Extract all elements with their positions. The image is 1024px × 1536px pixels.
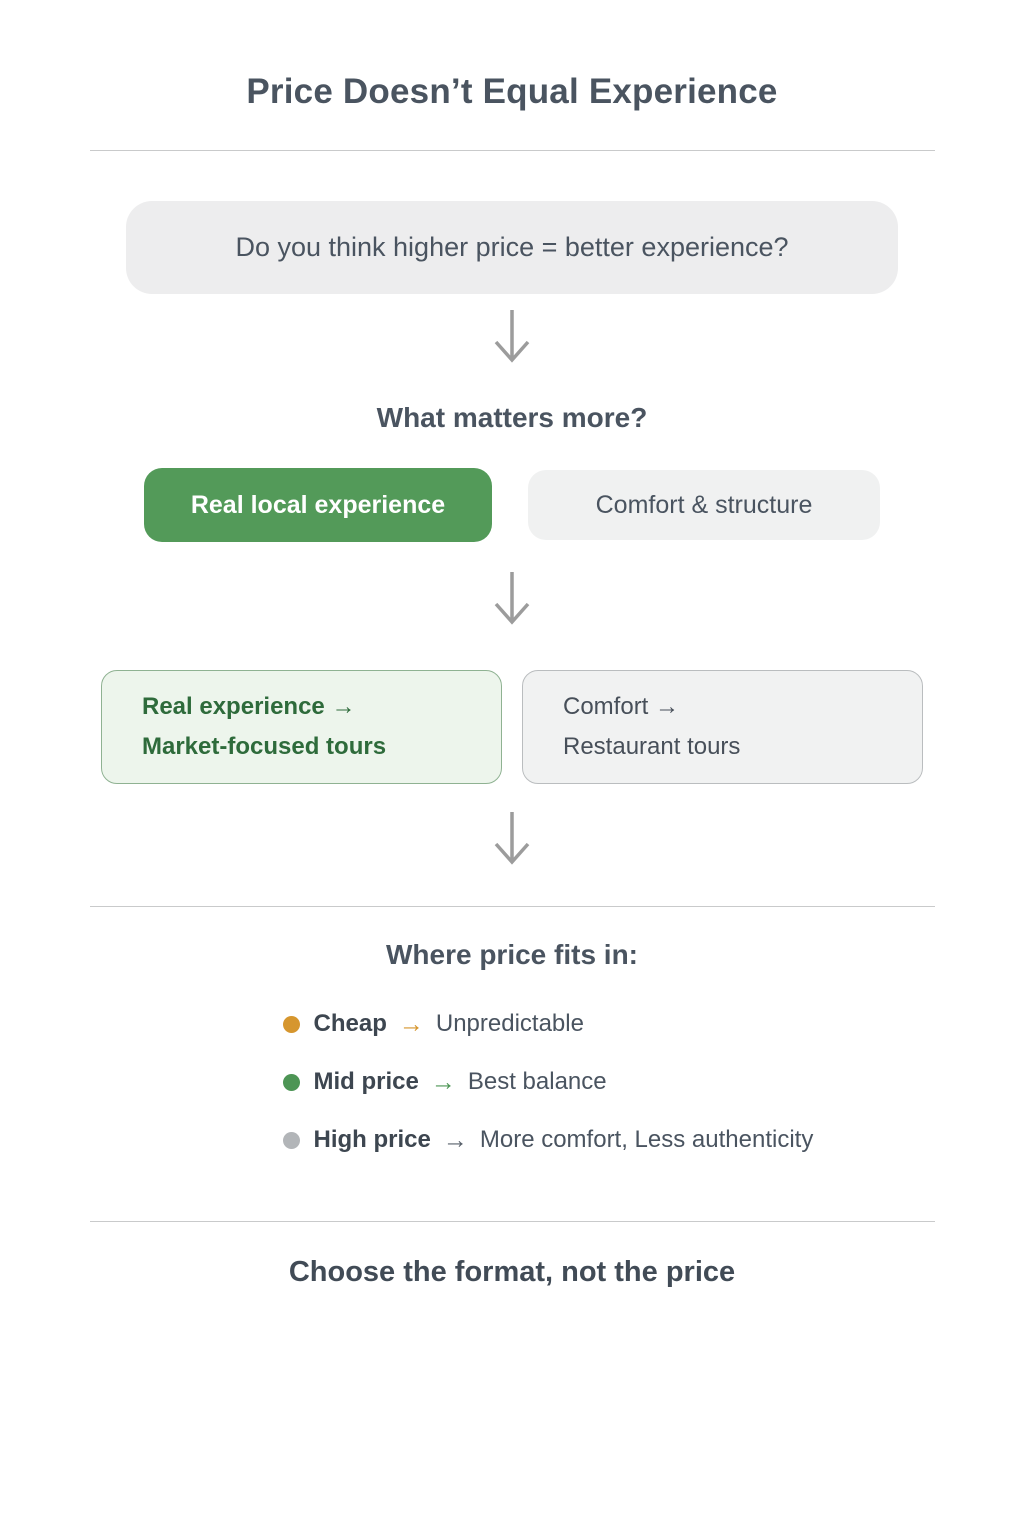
price-item-label: Cheap: [313, 1010, 387, 1037]
price-item-value: Best balance: [467, 1068, 607, 1095]
price-item-value: Unpredictable: [435, 1010, 584, 1037]
divider-middle: [90, 906, 935, 907]
outcome-restaurant-tours: [522, 670, 923, 784]
question-box: [126, 201, 898, 294]
down-arrow-icon: [490, 308, 534, 366]
price-item-cheap: [283, 1007, 935, 1041]
right-arrow-icon: →: [430, 1067, 456, 1096]
question-text: Do you think higher price = better experience?: [235, 232, 789, 262]
bullet-dot-icon: [283, 1016, 300, 1033]
outcome-line: Real experience →: [142, 693, 356, 720]
outcome-market-focused-tours: [101, 670, 502, 784]
outcome-line: Restaurant tours: [563, 733, 741, 760]
option-real-local-experience[interactable]: Real local experience: [144, 468, 492, 542]
price-item-mid: [283, 1065, 935, 1099]
price-item-high: [283, 1123, 935, 1157]
heading-where-price-fits: Where price fits in:: [385, 939, 639, 970]
down-arrow-icon: [490, 570, 534, 628]
outcome-line: Market-focused tours: [142, 733, 387, 760]
heading-what-matters: What matters more?: [376, 402, 648, 433]
options-row: [144, 468, 880, 542]
bullet-dot-icon: [283, 1132, 300, 1149]
price-item-value: More comfort, Less authenticity: [479, 1126, 814, 1153]
divider-top: [90, 150, 935, 151]
down-arrow-icon: [490, 810, 534, 868]
page-title: Price Doesn’t Equal Experience: [246, 72, 778, 111]
outcomes-row: [101, 670, 923, 784]
price-item-label: Mid price: [313, 1068, 419, 1095]
right-arrow-icon: →: [442, 1125, 468, 1154]
price-list: [90, 1007, 935, 1181]
price-item-label: High price: [313, 1126, 431, 1153]
right-arrow-icon: →: [398, 1009, 424, 1038]
option-comfort-structure[interactable]: Comfort & structure: [528, 470, 880, 540]
outcome-line: Comfort →: [563, 693, 680, 720]
footer-tagline: Choose the format, not the price: [288, 1256, 736, 1288]
bullet-dot-icon: [283, 1074, 300, 1091]
divider-bottom: [90, 1221, 935, 1222]
